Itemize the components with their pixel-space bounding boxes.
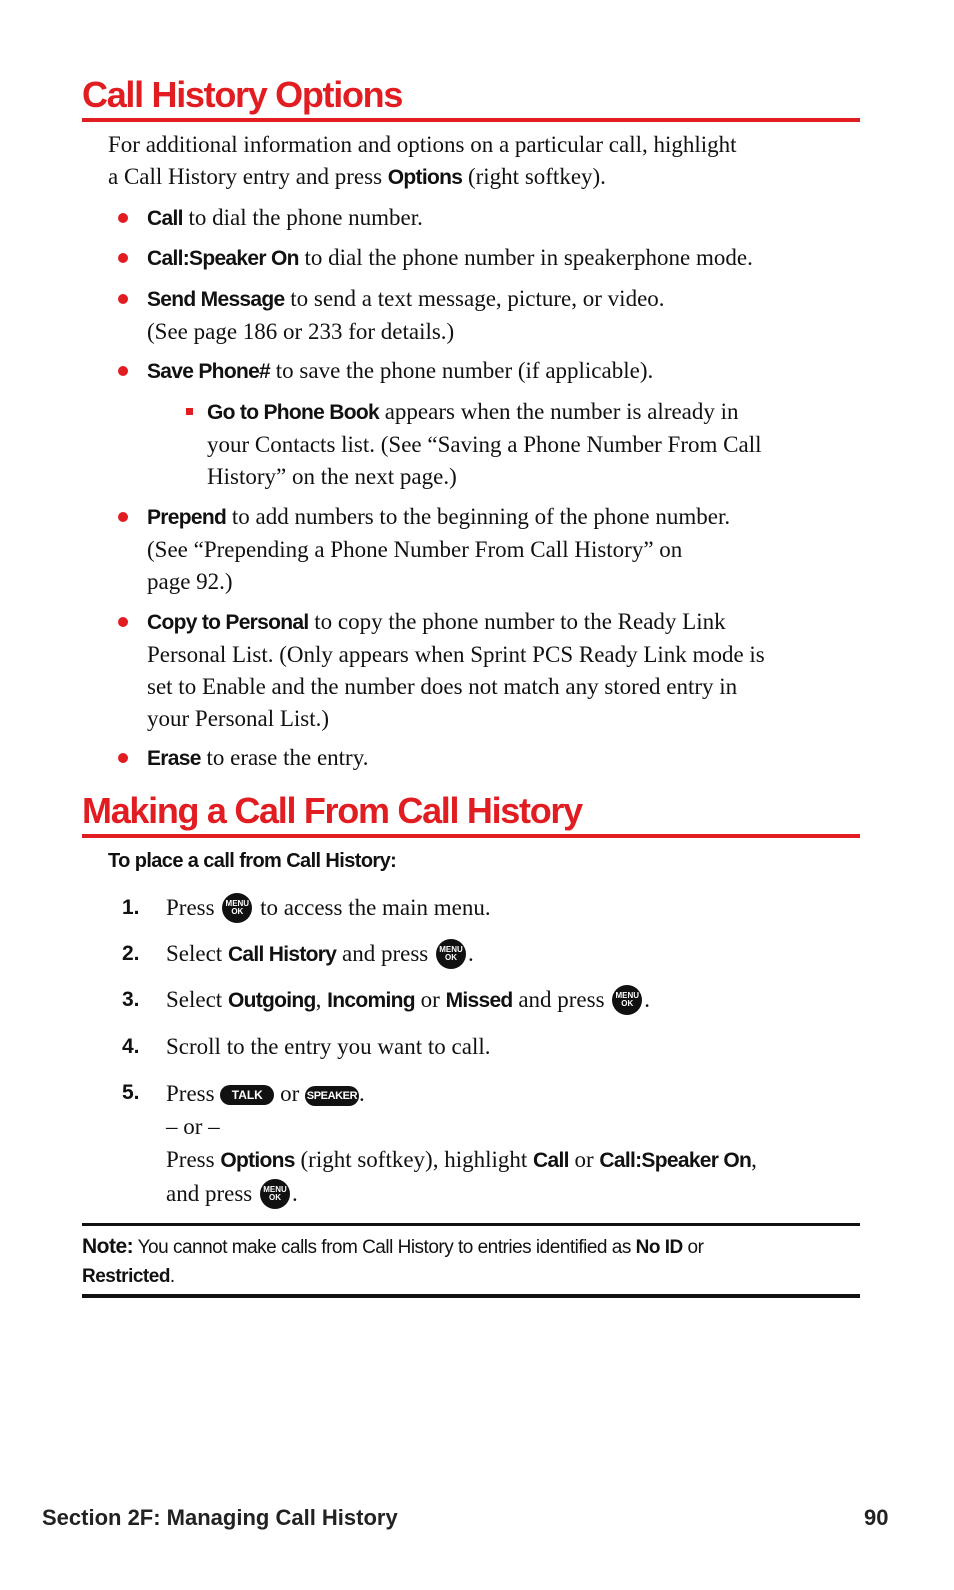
list-item: Call:Speaker On to dial the phone number in speakerphone mode. <box>147 245 753 270</box>
step-number: 5. <box>122 1081 140 1104</box>
keyword-options: Options <box>387 166 463 189</box>
menu-ok-key-icon: MENU OK <box>612 985 642 1015</box>
bullet-icon <box>118 753 128 763</box>
footer-section-label: Section 2F: Managing Call History <box>42 1505 398 1530</box>
step-5: Press TALK or SPEAKER. – or – Press Options (right softkey), highlight Call or Call:Speaker On, and press MENU OK . <box>166 1077 757 1210</box>
step-number: 4. <box>122 1035 140 1058</box>
section-title-call-history-options: Call History Options <box>82 74 860 122</box>
square-bullet-icon <box>186 408 193 415</box>
note-top-rule <box>82 1223 860 1226</box>
procedure-subhead: To place a call from Call History: <box>108 850 397 872</box>
step-1: Press MENU OK to access the main menu. <box>166 892 491 924</box>
footer-page-number: 90 <box>864 1505 889 1530</box>
step-number: 3. <box>122 988 140 1011</box>
step-4: Scroll to the entry you want to call. <box>166 1034 491 1059</box>
note-box: Note: You cannot make calls from Call History to entries identified as No ID or Restricted. <box>82 1235 704 1287</box>
list-item: Send Message to send a text message, picture, or video. (See page 186 or 233 for details.) <box>147 286 665 344</box>
intro-line-1: For additional information and options on a particular call, highlight <box>108 132 737 157</box>
bullet-icon <box>118 366 128 376</box>
speaker-key-icon: SPEAKER <box>305 1086 359 1106</box>
bullet-icon <box>118 617 128 627</box>
step-number: 2. <box>122 942 140 965</box>
intro-paragraph: For additional information and options on a particular call, highlight a Call History entry and press Options (right softkey). <box>108 132 737 189</box>
sub-list-item: Go to Phone Book appears when the number is already in your Contacts list. (See “Saving a Phone Number From Call History” on the next page.) <box>207 399 762 489</box>
step-number: 1. <box>122 896 140 919</box>
talk-key-icon: TALK <box>220 1085 274 1105</box>
menu-ok-key-icon: MENU OK <box>436 939 466 969</box>
list-item: Prepend to add numbers to the beginning of the phone number. (See “Prepending a Phone Number From Call History” on page 92.) <box>147 504 731 594</box>
list-item: Call to dial the phone number. <box>147 205 423 230</box>
note-bottom-rule <box>82 1294 860 1298</box>
menu-ok-key-icon: MENU OK <box>260 1179 290 1209</box>
bullet-icon <box>118 253 128 263</box>
bullet-icon <box>118 512 128 522</box>
list-item: Erase to erase the entry. <box>147 745 369 770</box>
menu-ok-key-icon: MENU OK <box>222 893 252 923</box>
list-item: Copy to Personal to copy the phone number to the Ready Link Personal List. (Only appears when Sprint PCS Ready Link mode is set to Enable and the number does not match any stored entry in your Personal List.) <box>147 609 765 731</box>
bullet-icon <box>118 294 128 304</box>
section-title-making-a-call: Making a Call From Call History <box>82 790 860 838</box>
list-item: Save Phone# to save the phone number (if applicable). <box>147 358 654 383</box>
step-3: Select Outgoing, Incoming or Missed and press MENU OK . <box>166 984 650 1017</box>
intro-line-2: a Call History entry and press <box>108 164 383 189</box>
step-2: Select Call History and press MENU OK . <box>166 938 474 971</box>
bullet-icon <box>118 213 128 223</box>
